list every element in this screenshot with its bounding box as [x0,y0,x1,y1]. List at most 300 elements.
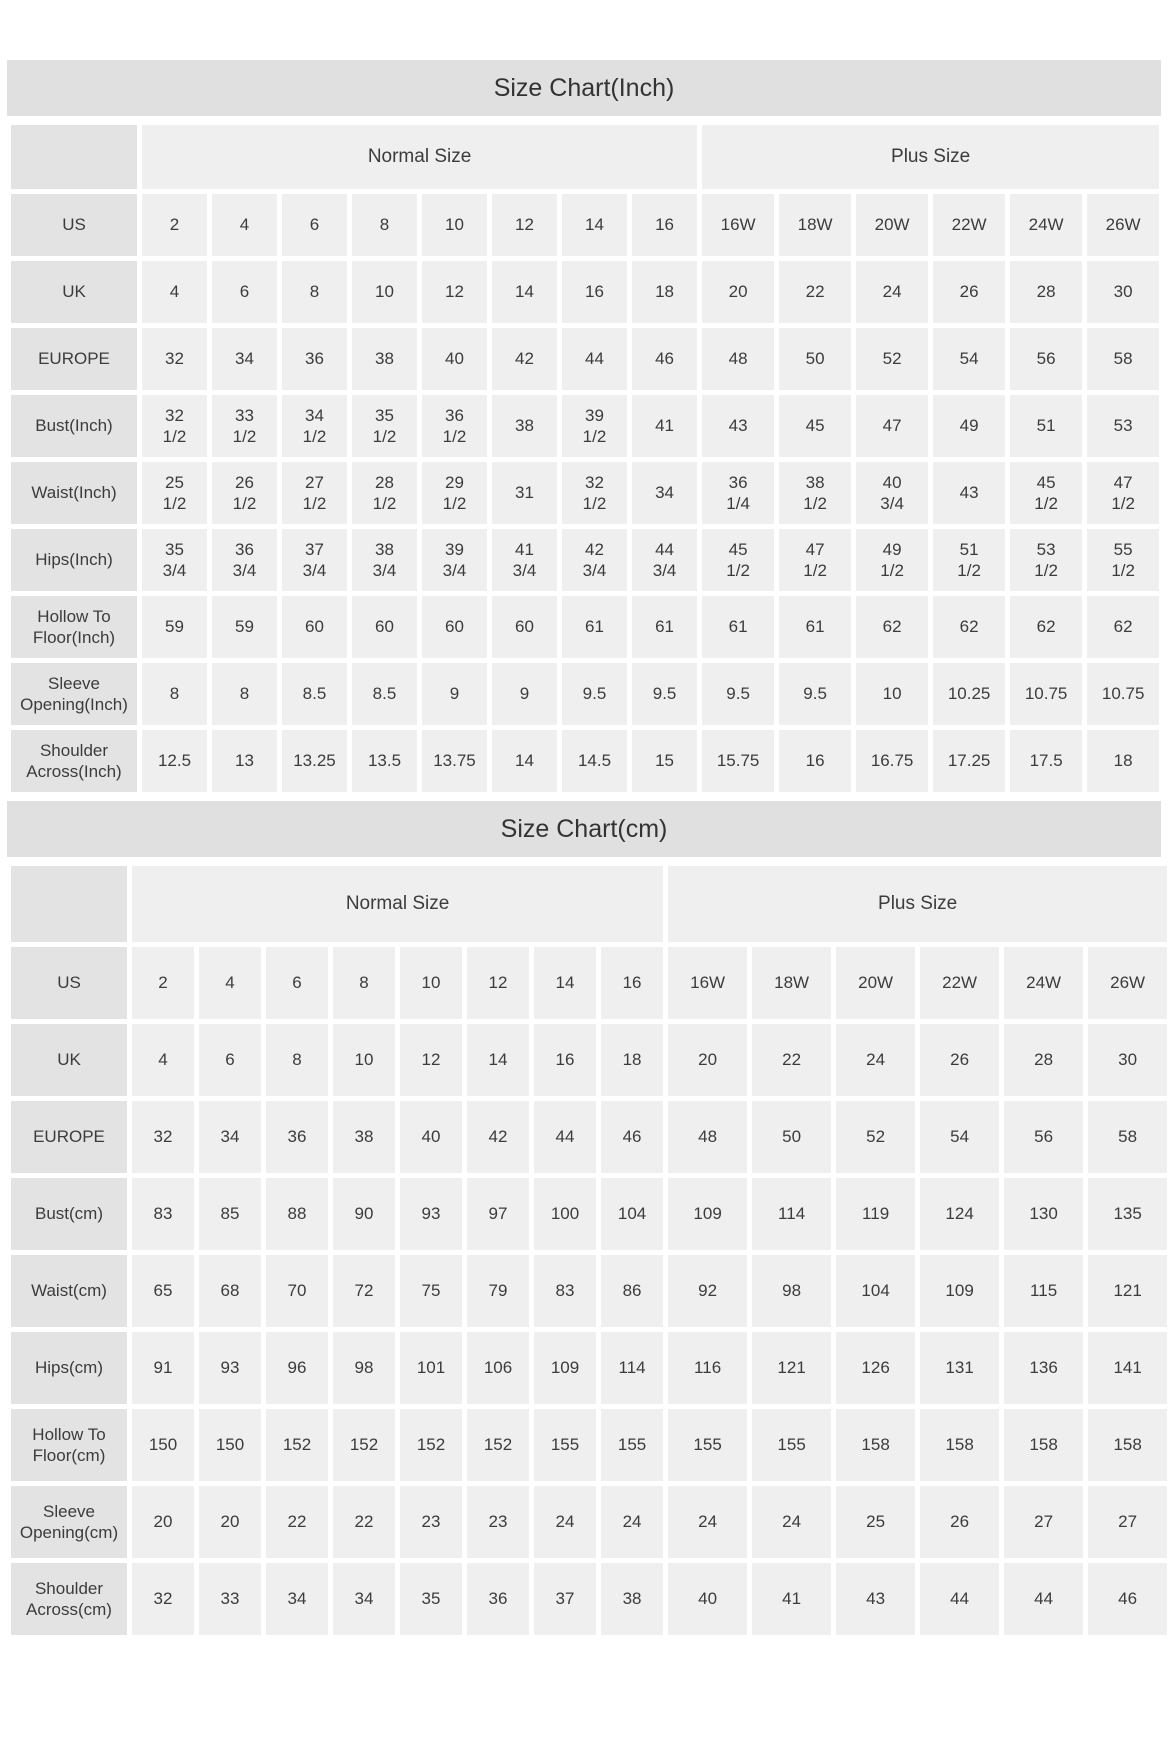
size-cell: 10.75 [1010,663,1082,725]
size-cell: 37 3/4 [282,529,347,591]
size-cell: 135 [1088,1178,1167,1250]
size-cell: 34 [212,328,277,390]
size-cell: 55 1/2 [1087,529,1159,591]
size-cell: 24W [1010,194,1082,256]
size-cell: 36 1/2 [422,395,487,457]
size-group-header-row [11,866,1167,942]
size-chart-cm-title: Size Chart(cm) [7,801,1161,857]
size-cell: 58 [1087,328,1159,390]
row-label: US [11,947,127,1019]
table-row [11,462,1159,524]
size-cell: 35 3/4 [142,529,207,591]
size-cell: 61 [562,596,627,658]
row-label: Waist(cm) [11,1255,127,1327]
size-cell: 14 [492,261,557,323]
size-cell: 60 [492,596,557,658]
size-cell: 62 [1010,596,1082,658]
size-cell: 35 [400,1563,462,1635]
table-row [11,1024,1167,1096]
size-cell: 22W [920,947,999,1019]
size-cell: 18 [632,261,697,323]
size-cell: 88 [266,1178,328,1250]
size-cell: 155 [752,1409,831,1481]
size-cell: 93 [199,1332,261,1404]
size-cell: 52 [836,1101,915,1173]
size-cell: 46 [601,1101,663,1173]
size-cell: 42 3/4 [562,529,627,591]
row-label: Shoulder Across(Inch) [11,730,137,792]
size-cell: 152 [467,1409,529,1481]
size-cell: 30 [1088,1024,1167,1096]
size-cell: 62 [856,596,928,658]
size-cell: 34 [266,1563,328,1635]
size-cell: 38 3/4 [352,529,417,591]
size-cell: 24 [668,1486,747,1558]
size-cell: 8 [282,261,347,323]
size-cell: 26 [920,1024,999,1096]
size-cell: 6 [282,194,347,256]
size-cell: 2 [132,947,194,1019]
size-cell: 150 [199,1409,261,1481]
size-cell: 22 [266,1486,328,1558]
table-row [11,1563,1167,1635]
size-cell: 13.25 [282,730,347,792]
size-cell: 24 [534,1486,596,1558]
row-label: US [11,194,137,256]
size-cell: 75 [400,1255,462,1327]
size-cell: 40 [400,1101,462,1173]
size-cell: 31 [492,462,557,524]
size-group-header-row [11,125,1159,189]
size-cell: 20 [702,261,774,323]
size-cell: 104 [601,1178,663,1250]
size-cell: 16W [702,194,774,256]
size-cell: 51 [1010,395,1082,457]
size-cell: 27 1/2 [282,462,347,524]
table-row [11,1486,1167,1558]
size-cell: 152 [400,1409,462,1481]
size-cell: 100 [534,1178,596,1250]
size-cell: 14 [492,730,557,792]
size-cell: 83 [534,1255,596,1327]
size-cell: 29 1/2 [422,462,487,524]
size-cell: 4 [132,1024,194,1096]
size-cell: 15.75 [702,730,774,792]
size-cell: 54 [920,1101,999,1173]
size-cell: 152 [333,1409,395,1481]
size-cell: 65 [132,1255,194,1327]
size-cell: 38 [333,1101,395,1173]
size-cell: 13.75 [422,730,487,792]
group-header-plus-size: Plus Size [702,125,1159,189]
size-cell: 32 1/2 [142,395,207,457]
size-cell: 46 [1088,1563,1167,1635]
table-row [11,1255,1167,1327]
size-cell: 26W [1087,194,1159,256]
size-cell: 10 [333,1024,395,1096]
size-cell: 59 [142,596,207,658]
size-cell: 13.5 [352,730,417,792]
size-cell: 115 [1004,1255,1083,1327]
size-cell: 46 [632,328,697,390]
table-row [11,529,1159,591]
size-cell: 91 [132,1332,194,1404]
size-cell: 9.5 [779,663,851,725]
size-cell: 92 [668,1255,747,1327]
size-cell: 22 [333,1486,395,1558]
size-cell: 60 [422,596,487,658]
row-label: Shoulder Across(cm) [11,1563,127,1635]
size-cell: 47 1/2 [779,529,851,591]
size-cell: 56 [1010,328,1082,390]
size-cell: 124 [920,1178,999,1250]
size-cell: 26 [933,261,1005,323]
size-cell: 33 [199,1563,261,1635]
size-cell: 85 [199,1178,261,1250]
size-cell: 20 [132,1486,194,1558]
size-cell: 43 [702,395,774,457]
size-cell: 41 3/4 [492,529,557,591]
size-cell: 155 [601,1409,663,1481]
size-cell: 41 [632,395,697,457]
table-row [11,1101,1167,1173]
size-cell: 41 [752,1563,831,1635]
table-row [11,596,1159,658]
size-cell: 98 [333,1332,395,1404]
size-cell: 38 [492,395,557,457]
row-label: Hips(Inch) [11,529,137,591]
table-row [11,395,1159,457]
table-row [11,1409,1167,1481]
size-cell: 20W [836,947,915,1019]
size-cell: 10.75 [1087,663,1159,725]
group-header-normal-size: Normal Size [142,125,697,189]
size-cell: 136 [1004,1332,1083,1404]
size-cell: 32 [132,1101,194,1173]
size-cell: 121 [1088,1255,1167,1327]
size-cell: 44 [562,328,627,390]
size-cell: 86 [601,1255,663,1327]
size-cell: 42 [467,1101,529,1173]
size-cell: 2 [142,194,207,256]
size-cell: 42 [492,328,557,390]
size-cell: 61 [702,596,774,658]
size-cell: 34 [333,1563,395,1635]
size-cell: 50 [752,1101,831,1173]
corner-cell [11,125,137,189]
size-cell: 15 [632,730,697,792]
size-cell: 28 1/2 [352,462,417,524]
size-cell: 39 1/2 [562,395,627,457]
size-cell: 16 [601,947,663,1019]
size-cell: 158 [1088,1409,1167,1481]
size-cell: 59 [212,596,277,658]
size-cell: 22 [752,1024,831,1096]
size-cell: 6 [266,947,328,1019]
size-cell: 38 1/2 [779,462,851,524]
size-cell: 36 3/4 [212,529,277,591]
size-cell: 18W [752,947,831,1019]
size-cell: 60 [282,596,347,658]
size-cell: 97 [467,1178,529,1250]
size-cell: 22W [933,194,1005,256]
size-cell: 20W [856,194,928,256]
size-cell: 8 [333,947,395,1019]
size-cell: 72 [333,1255,395,1327]
size-cell: 8 [212,663,277,725]
size-cell: 34 1/2 [282,395,347,457]
size-cell: 126 [836,1332,915,1404]
size-cell: 18 [601,1024,663,1096]
size-cell: 10 [400,947,462,1019]
size-cell: 32 [142,328,207,390]
size-cell: 58 [1088,1101,1167,1173]
size-chart-inch-title: Size Chart(Inch) [7,60,1161,116]
size-cell: 98 [752,1255,831,1327]
size-cell: 16.75 [856,730,928,792]
size-cell: 106 [467,1332,529,1404]
size-cell: 44 3/4 [632,529,697,591]
row-label: Sleeve Opening(cm) [11,1486,127,1558]
size-cell: 9 [422,663,487,725]
size-cell: 50 [779,328,851,390]
size-cell: 9.5 [632,663,697,725]
size-cell: 44 [920,1563,999,1635]
size-cell: 20 [199,1486,261,1558]
size-cell: 49 1/2 [856,529,928,591]
size-cell: 96 [266,1332,328,1404]
size-cell: 141 [1088,1332,1167,1404]
table-row [11,663,1159,725]
size-cell: 9.5 [562,663,627,725]
size-cell: 121 [752,1332,831,1404]
row-label: UK [11,1024,127,1096]
size-cell: 36 1/4 [702,462,774,524]
row-label: EUROPE [11,1101,127,1173]
size-cell: 150 [132,1409,194,1481]
size-cell: 10 [856,663,928,725]
size-cell: 79 [467,1255,529,1327]
size-cell: 8 [352,194,417,256]
size-cell: 119 [836,1178,915,1250]
size-cell: 13 [212,730,277,792]
size-cell: 39 3/4 [422,529,487,591]
size-cell: 36 [282,328,347,390]
size-cell: 38 [352,328,417,390]
size-cell: 37 [534,1563,596,1635]
size-cell: 17.25 [933,730,1005,792]
size-cell: 54 [933,328,1005,390]
size-cell: 43 [836,1563,915,1635]
size-cell: 45 [779,395,851,457]
size-cell: 26 1/2 [212,462,277,524]
size-cell: 45 1/2 [702,529,774,591]
table-row [11,261,1159,323]
size-cell: 47 [856,395,928,457]
size-cell: 104 [836,1255,915,1327]
size-cell: 24 [856,261,928,323]
size-cell: 27 [1088,1486,1167,1558]
row-label: EUROPE [11,328,137,390]
size-cell: 93 [400,1178,462,1250]
size-cell: 70 [266,1255,328,1327]
size-cell: 10.25 [933,663,1005,725]
table-row [11,947,1167,1019]
size-cell: 4 [199,947,261,1019]
size-cell: 47 1/2 [1087,462,1159,524]
size-cell: 9.5 [702,663,774,725]
size-cell: 10 [352,261,417,323]
table-row [11,730,1159,792]
size-cell: 60 [352,596,417,658]
size-cell: 12 [492,194,557,256]
size-cell: 25 1/2 [142,462,207,524]
size-table-cm [6,861,1168,1640]
size-cell: 68 [199,1255,261,1327]
size-cell: 83 [132,1178,194,1250]
table-row [11,194,1159,256]
size-cell: 26W [1088,947,1167,1019]
size-cell: 48 [668,1101,747,1173]
size-cell: 27 [1004,1486,1083,1558]
size-cell: 22 [779,261,851,323]
row-label: Waist(Inch) [11,462,137,524]
size-cell: 12 [467,947,529,1019]
size-cell: 109 [668,1178,747,1250]
size-cell: 6 [212,261,277,323]
size-cell: 8 [266,1024,328,1096]
size-cell: 40 [422,328,487,390]
size-cell: 44 [534,1101,596,1173]
group-header-normal-size: Normal Size [132,866,663,942]
size-cell: 17.5 [1010,730,1082,792]
size-cell: 4 [142,261,207,323]
size-cell: 158 [1004,1409,1083,1481]
size-cell: 155 [668,1409,747,1481]
size-cell: 61 [779,596,851,658]
size-cell: 23 [467,1486,529,1558]
size-cell: 8.5 [282,663,347,725]
size-cell: 12 [400,1024,462,1096]
size-cell: 109 [920,1255,999,1327]
size-cell: 49 [933,395,1005,457]
size-cell: 40 [668,1563,747,1635]
size-cell: 30 [1087,261,1159,323]
size-cell: 109 [534,1332,596,1404]
size-cell: 53 1/2 [1010,529,1082,591]
size-cell: 14.5 [562,730,627,792]
size-cell: 52 [856,328,928,390]
size-cell: 8 [142,663,207,725]
size-cell: 62 [933,596,1005,658]
size-cell: 114 [752,1178,831,1250]
size-cell: 26 [920,1486,999,1558]
size-cell: 18 [1087,730,1159,792]
size-cell: 16 [779,730,851,792]
size-cell: 36 [266,1101,328,1173]
size-cell: 16 [534,1024,596,1096]
size-cell: 20 [668,1024,747,1096]
size-cell: 158 [920,1409,999,1481]
size-cell: 45 1/2 [1010,462,1082,524]
size-cell: 14 [534,947,596,1019]
size-cell: 16W [668,947,747,1019]
size-cell: 28 [1004,1024,1083,1096]
table-row [11,1178,1167,1250]
size-cell: 24W [1004,947,1083,1019]
table-row [11,1332,1167,1404]
size-cell: 114 [601,1332,663,1404]
size-cell: 36 [467,1563,529,1635]
corner-cell [11,866,127,942]
size-cell: 23 [400,1486,462,1558]
size-cell: 32 [132,1563,194,1635]
size-cell: 33 1/2 [212,395,277,457]
size-cell: 38 [601,1563,663,1635]
size-cell: 18W [779,194,851,256]
size-cell: 35 1/2 [352,395,417,457]
group-header-plus-size: Plus Size [668,866,1167,942]
size-cell: 48 [702,328,774,390]
size-cell: 6 [199,1024,261,1096]
row-label: Bust(cm) [11,1178,127,1250]
size-cell: 10 [422,194,487,256]
size-cell: 51 1/2 [933,529,1005,591]
row-label: Hips(cm) [11,1332,127,1404]
size-cell: 16 [632,194,697,256]
table-row [11,328,1159,390]
size-cell: 116 [668,1332,747,1404]
row-label: Hollow To Floor(Inch) [11,596,137,658]
size-cell: 155 [534,1409,596,1481]
size-cell: 62 [1087,596,1159,658]
size-cell: 9 [492,663,557,725]
size-cell: 14 [562,194,627,256]
size-cell: 24 [752,1486,831,1558]
size-cell: 24 [601,1486,663,1558]
size-cell: 16 [562,261,627,323]
size-table-inch [6,120,1164,797]
size-cell: 53 [1087,395,1159,457]
size-cell: 12.5 [142,730,207,792]
size-cell: 25 [836,1486,915,1558]
size-cell: 131 [920,1332,999,1404]
size-cell: 61 [632,596,697,658]
size-cell: 40 3/4 [856,462,928,524]
size-cell: 130 [1004,1178,1083,1250]
size-cell: 101 [400,1332,462,1404]
size-cell: 14 [467,1024,529,1096]
size-cell: 32 1/2 [562,462,627,524]
row-label: Sleeve Opening(Inch) [11,663,137,725]
row-label: UK [11,261,137,323]
size-cell: 28 [1010,261,1082,323]
size-cell: 152 [266,1409,328,1481]
size-cell: 8.5 [352,663,417,725]
row-label: Hollow To Floor(cm) [11,1409,127,1481]
size-cell: 56 [1004,1101,1083,1173]
size-cell: 4 [212,194,277,256]
size-cell: 44 [1004,1563,1083,1635]
size-cell: 24 [836,1024,915,1096]
size-cell: 34 [632,462,697,524]
size-cell: 158 [836,1409,915,1481]
row-label: Bust(Inch) [11,395,137,457]
size-cell: 12 [422,261,487,323]
size-cell: 43 [933,462,1005,524]
size-cell: 34 [199,1101,261,1173]
size-cell: 90 [333,1178,395,1250]
